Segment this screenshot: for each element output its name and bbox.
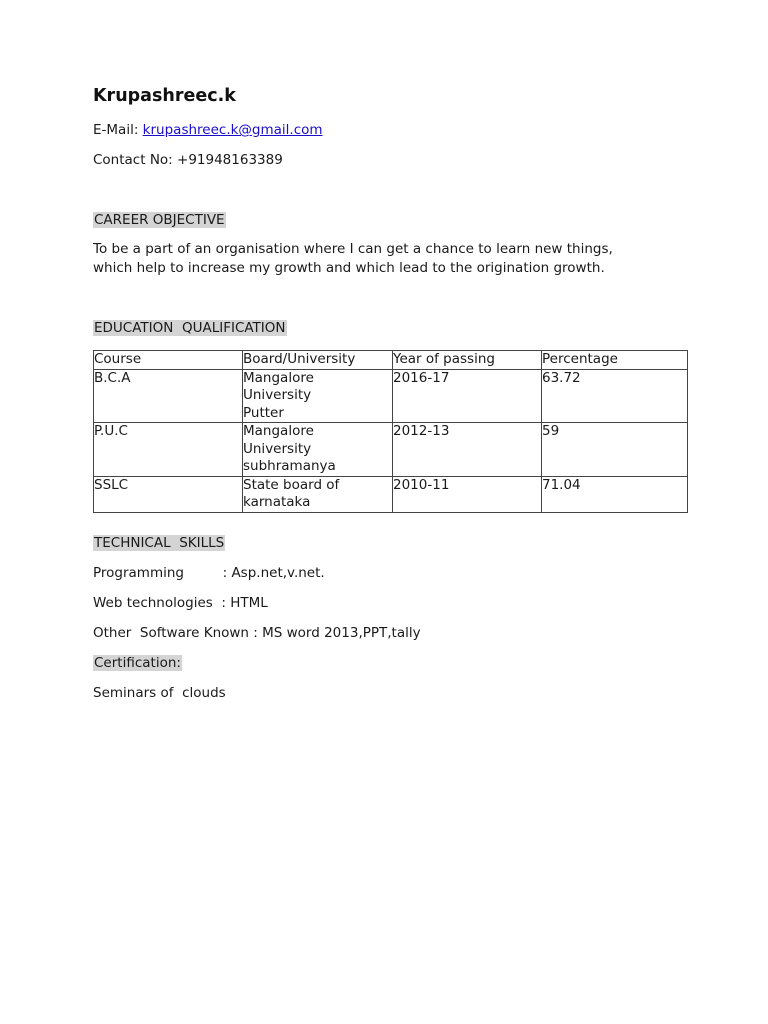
table-row xyxy=(94,476,688,512)
table-row xyxy=(94,423,688,477)
candidate-name: Krupashreec.k xyxy=(93,86,236,106)
education-table xyxy=(93,350,688,513)
table-header-row xyxy=(94,351,688,370)
table-cell: SSLC xyxy=(94,476,243,512)
column-header-course: Course xyxy=(94,351,243,370)
column-header-percentage: Percentage xyxy=(542,351,688,370)
column-header-year: Year of passing xyxy=(393,351,542,370)
education-heading: EDUCATION QUALIFICATION xyxy=(94,320,286,336)
certification-text: Seminars of clouds xyxy=(93,685,226,701)
table-cell: 2016-17 xyxy=(393,369,542,423)
table-cell: Mangalore University subhramanya xyxy=(243,423,393,477)
skill-web: Web technologies : HTML xyxy=(93,595,268,611)
career-objective-text: To be a part of an organisation where I can get a chance to learn new things, which help to increase my growth and which lead to the origination growth. xyxy=(93,241,613,276)
table-cell: 63.72 xyxy=(542,369,688,423)
skill-programming: Programming : Asp.net,v.net. xyxy=(93,565,325,581)
table-cell: 59 xyxy=(542,423,688,477)
table-cell: State board of karnataka xyxy=(243,476,393,512)
table-cell: 2012-13 xyxy=(393,423,542,477)
table-row xyxy=(94,369,688,423)
skill-other-software: Other Software Known : MS word 2013,PPT,tally xyxy=(93,625,421,641)
table-cell: P.U.C xyxy=(94,423,243,477)
table-cell: B.C.A xyxy=(94,369,243,423)
technical-skills-heading: TECHNICAL SKILLS xyxy=(94,535,225,551)
table-cell: 2010-11 xyxy=(393,476,542,512)
certification-heading: Certification: xyxy=(94,655,181,671)
contact-line: Contact No: +91948163389 xyxy=(93,152,283,168)
email-link[interactable]: krupashreec.k@gmail.com xyxy=(142,122,323,138)
table-cell: Mangalore University Putter xyxy=(243,369,393,423)
email-label: E-Mail: xyxy=(93,122,143,138)
career-objective-heading: CAREER OBJECTIVE xyxy=(94,212,225,228)
column-header-board: Board/University xyxy=(243,351,393,370)
email-line xyxy=(93,121,323,139)
table-cell: 71.04 xyxy=(542,476,688,512)
